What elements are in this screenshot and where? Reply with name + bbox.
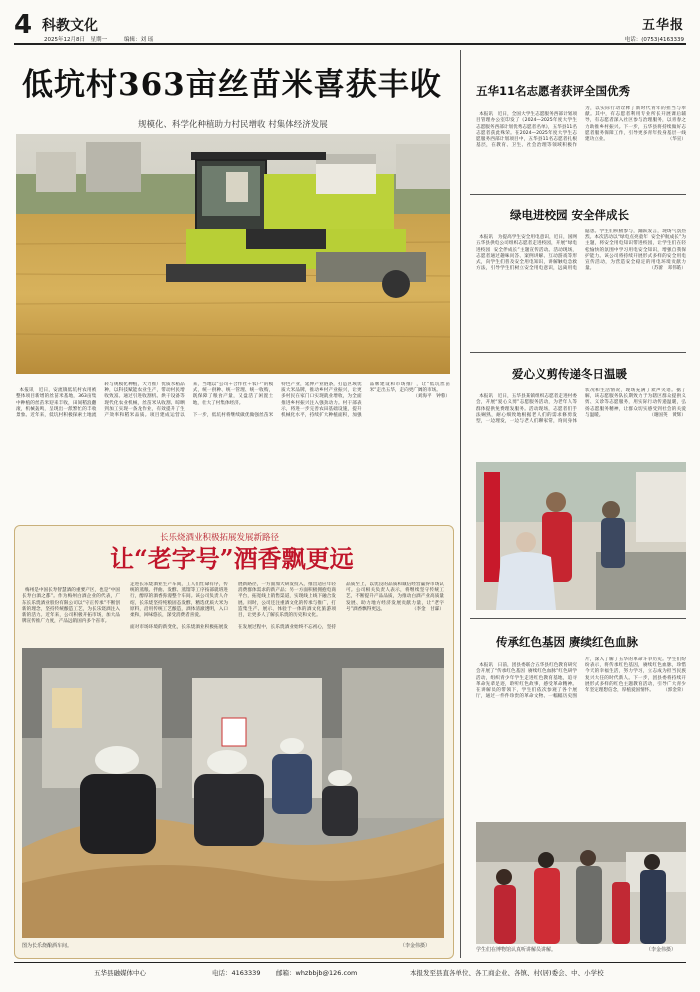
- lead-byline: （刘海平 钟蓉）: [413, 394, 450, 400]
- lead-subtitle: 规模化、科学化种植助力村民增收 村集体经济发展: [138, 120, 328, 130]
- right-story-3-headline: 爱心义剪传递冬日温暖: [512, 367, 627, 381]
- right-rule-3: [470, 618, 686, 619]
- right-story-2-body: [476, 229, 686, 341]
- issue-date: 2025年12月8日 星期一: [44, 37, 107, 43]
- footer-rule: [14, 962, 686, 963]
- right-story-2-byline: （苏蕾 邓伟皓）: [649, 266, 686, 272]
- right-rule-1: [470, 194, 686, 195]
- right-story-4-headline: 传承红色基因 赓续红色血脉: [496, 635, 639, 649]
- masthead-phone: 电话：(0753)4163339: [624, 37, 684, 43]
- footer-email: 邮箱：whzbbjb@126.com: [276, 969, 358, 977]
- right-story-4-body: [476, 657, 686, 817]
- page-number: 4: [14, 10, 33, 40]
- feature-photo-credit: （李金伟摄）: [400, 943, 431, 949]
- right-rule-2: [470, 352, 686, 353]
- feature-headline: 让“老字号”酒香飘更远: [110, 544, 354, 573]
- feature-photo-caption: 图为长乐烧酿酒车间。: [22, 943, 73, 949]
- right-story-3-body: [476, 388, 686, 454]
- lead-headline: 低坑村363亩丝苗米喜获丰收: [22, 67, 442, 103]
- masthead: [14, 10, 686, 44]
- feature-body: [22, 582, 444, 644]
- right-photo-haircut: [476, 462, 686, 610]
- right-story-4-byline: （郭金荣）: [663, 688, 686, 694]
- right-photo-caption: 学生们在博物馆认真听讲解员讲解。: [476, 947, 557, 953]
- lead-body: [16, 382, 450, 500]
- right-story-1-body: [476, 106, 686, 186]
- footer-distribution: 本报发至县直各单位、各工商企业、各镇、村(居)委会、中、小学校: [410, 969, 604, 977]
- right-story-1-byline: （华宣）: [667, 137, 686, 143]
- right-story-2-headline: 绿电进校园 安全伴成长: [510, 208, 630, 222]
- feature-body-text: 梅州是中国长寿智慧酒的重要产区，也是“中国长寿白酒之都”。作为梅州白酒企业的代表，广东长乐烧酒业股份有限公司以“守正传承”不断创新的理念，坚持传统酿造工艺，为长乐烧酒注入新的活力。近年来，公司积极开拓市场，加大品牌宣传推广力度，产品远销国内多个省市。 走进长乐烧酒业生产车间，工人们忙碌有序，传统的蒸粮、拌曲、发酵、蒸馏等工序按部就班进行，醇厚的酒香弥漫整个车间。该公司负责人介绍，长乐烧坚持纯粮固态发酵，精选优质大米为原料，沿用传统工艺酿造，酒体清澈透明，入口柔和，回味悠长，深受消费者喜爱。 面对市场环境的新变化，长乐烧酒业积极拓展发展新路径，一方面加大研发投入，推出适应年轻消费群体需求的新产品；另一方面积极拥抱电商平台，拓宽线上销售渠道，实现线上线下融合发展。同时，公司还注重酒文化的传承与推广，打造集生产、展示、体验于一体的酒文化旅游项目，让更多人了解长乐烧的历史和文化。 在发展过程中，长乐烧酒业始终不忘初心，坚持品质至上，以优良的品质和诚信经营赢得市场认可。公司相关负责人表示，将继续坚守传统工艺，不断提升产品品质，为推动白酒产业高质量发展、助力地方经济发展贡献力量，让“老字号”酒香飘得更远。: [22, 582, 444, 631]
- right-story-1-text: 本报讯 近日，全国大学生志愿服务西部计划项目管理办公室印发了《2024—2025年度大学生志愿服务西部计划优秀志愿者名单》，五华县11名志愿者获此殊荣。在2024—2025年度大学生志愿服务西部计划项目中，五华县11名志愿者扎根基层，在教育、卫生、社会治理等领域积极作为，以实际行动诠释了新时代青年的担当与奉献。其中，有志愿者利用专业所长开展课后辅导，有志愿者深入社区参与治理服务，以青春之力助推乡村振兴。下一步，五华县将持续做好志愿者服务保障工作，引导更多青年投身基层一线建功立业。: [476, 106, 686, 149]
- right-story-2-text: 本报讯 为提高学生安全用电意识，近日，国网五华县供电公司组织志愿者走进校园，开展“绿电进校园 安全伴成长”主题宣传活动。活动现场，志愿者通过趣味问答、案例讲解、互动游戏等形式，向学生们普及安全用电知识，讲解触电急救方法，引导学生们树立安全用电意识，远离用电隐患。学生们积极参与，踊跃发言，现场气氛热烈。本次活动以“绿电点亮童年 安全护航成长”为主题，将安全用电知识带进校园，让学生们在轻松愉快的氛围中学习用电安全知识，增强自我保护能力。该公司将持续开展形式多样的安全用电宣传活动，为营造安全稳定的用电环境贡献力量。: [476, 229, 686, 272]
- right-photo-students: [476, 822, 686, 944]
- editor-line: 编辑：刘 瑶: [124, 37, 154, 43]
- lead-photo-harvester: [16, 134, 450, 374]
- footer-publisher: 五华县融媒体中心: [94, 969, 146, 977]
- column-divider: [460, 50, 461, 958]
- right-story-1-headline: 五华11名志愿者获评全国优秀: [476, 84, 631, 98]
- right-story-4-text: 本报讯 日前，团县委联合五华县红色教育研究会开展了“传承红色基因 赓续红色血脉”红色研学活动，组织青少年学生走进红色教育基地，追寻革命先辈足迹，聆听红色故事，感受革命精神。在讲解员的带领下，学生们依次参观了各个展厅，通过一件件珍贵的革命文物、一幅幅历史图片，深入了解了五华的革命斗争历史。学生们纷纷表示，将传承红色基因，赓续红色血脉，珍惜今天的幸福生活，努力学习，立志成为担当民族复兴大任的时代新人。下一步，团县委将持续开展形式多样的红色主题教育活动，引导广大青少年坚定理想信念，厚植爱国情怀。: [476, 657, 686, 700]
- feature-byline: （李金 甘霖）: [411, 606, 444, 612]
- footer-phone: 电话：4163339: [212, 969, 261, 977]
- right-story-3-text: 本报讯 近日，五华县某镇组织志愿者走进村委会，开展“爱心义剪”志愿服务活动，为老年人等群体提供免费理发服务。活动现场，志愿者们手法娴熟，耐心细致地根据老人们的需求修剪发型，一边理发，一边与老人们聊家常，询问身体状况和生活情况，现场充满了欢声笑语。据了解，该志愿服务队长期致力于为辖区群众提供义剪、义诊等志愿服务，用实际行动传递温暖，弘扬志愿服务精神，让群众切实感受到社会的关爱与温暖。: [476, 388, 686, 425]
- footer: [14, 968, 686, 982]
- masthead-rule: [14, 43, 686, 45]
- paper-name: 五华报: [641, 18, 684, 33]
- feature-kicker: 长乐烧酒业积极拓展发展新路径: [160, 533, 280, 543]
- right-story-3-byline: （谢国英 黄辉）: [649, 412, 686, 418]
- lead-body-text: 本报讯 近日，安流镇低坑村农用被整体项目新增的丝苗米基地，363亩集中种植的丝苗米迎来丰收，田间稻浪翻滚，机械轰鸣，呈现出一派繁忙的丰收景象。近年来，低坑村积极探索土地流转与规模化种植，大力推广优质水稻品种，以科技赋能农业生产，带动村民增收致富。通过引进收割机、烘干设备等现代化农业机械，丝苗米从收割、晾晒到加工实现一条龙作业，有效提升了生产效率和稻米品质。项目建成运营以来，当地以“公司＋合作社＋农户”的模式，统一供种、统一管理、统一收购，既保障了粮食产量，又盘活了闲置土地，壮大了村集体经济。 下一步，低坑村将继续做优做强丝苗米特色产业，延伸产业链条，打造区域优质大米品牌，推动乡村产业振兴，让更多村民在家门口实现就业增收，为全面推进乡村振兴注入强劲动力。村干部表示，将进一步完善农田基础设施，提升机械化水平，持续扩大种植面积，加强品牌建设和市场推广，让“低坑丝苗米”走出五华，走向更广阔的市场。: [16, 382, 450, 419]
- section-title: 科教文化: [42, 18, 98, 34]
- feature-photo-distillery: [22, 648, 444, 938]
- right-photo-credit: （李金伟摄）: [646, 947, 677, 953]
